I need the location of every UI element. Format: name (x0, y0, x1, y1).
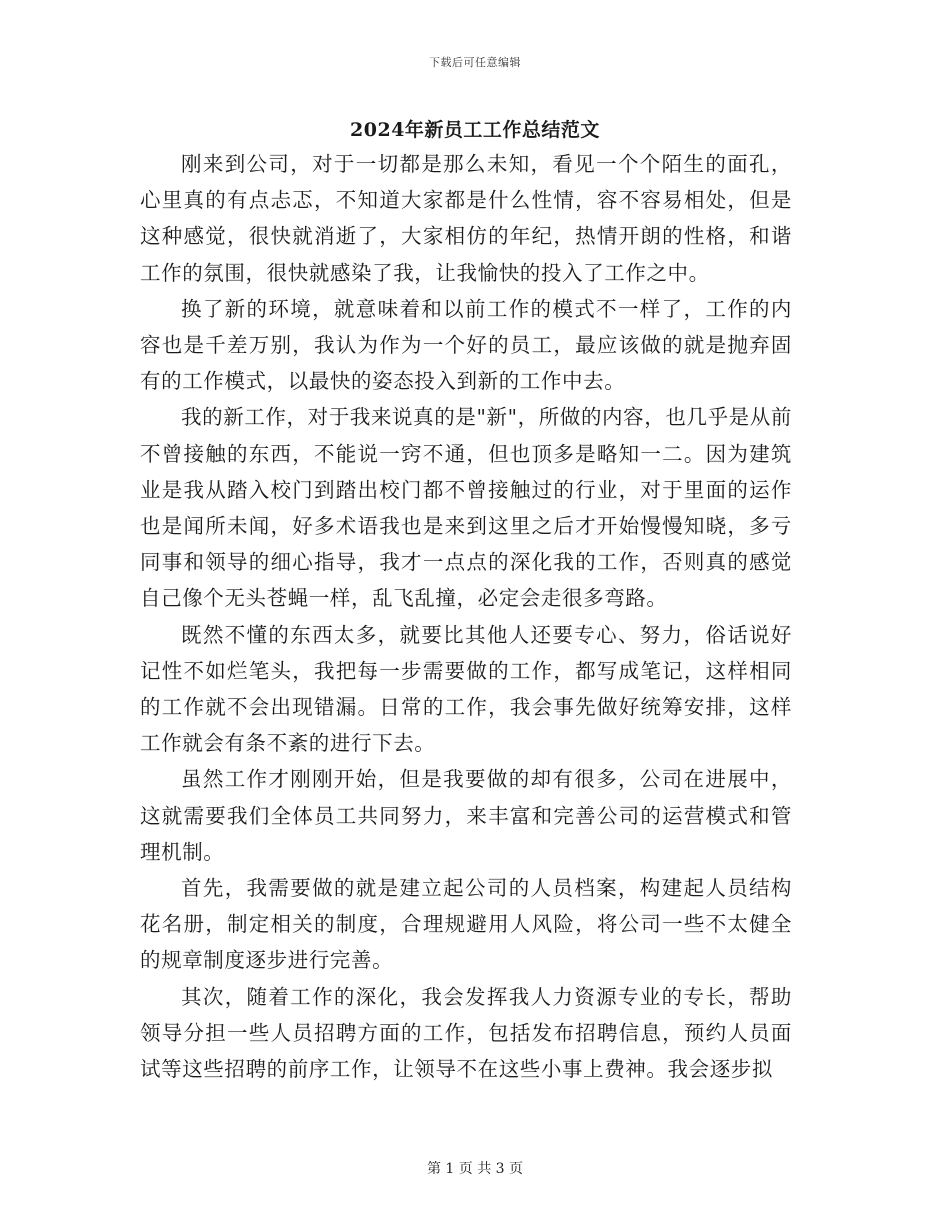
paragraph-1: 刚来到公司，对于一切都是那么未知，看见一个个陌生的面孔，心里真的有点忐忑，不知道大家都是什么性情，容不容易相处，但是这种感觉，很快就消逝了，大家相仿的年纪，热情开朗的性格，和谐工作的氛围，很快就感染了我，让我愉快的投入了工作之中。 (140, 152, 792, 285)
document-title: 2024年新员工工作总结范文 (350, 119, 600, 141)
paragraph-7: 其次，随着工作的深化，我会发挥我人力资源专业的专长，帮助领导分担一些人员招聘方面的工作，包括发布招聘信息，预约人员面试等这些招聘的前序工作，让领导不在这些小事上费神。我会逐步拟 (140, 984, 792, 1082)
paragraph-5: 虽然工作才刚刚开始，但是我要做的却有很多，公司在进展中，这就需要我们全体员工共同努力，来丰富和完善公司的运营模式和管理机制。 (140, 767, 792, 864)
paragraph-4: 既然不懂的东西太多，就要比其他人还要专心、努力，俗话说好记性不如烂笔头，我把每一步需要做的工作，都写成笔记，这样相同的工作就不会出现错漏。日常的工作，我会事先做好统筹安排，这样工作就会有条不紊的进行下去。 (140, 622, 792, 756)
paragraph-3: 我的新工作，对于我来说真的是"新"，所做的内容，也几乎是从前不曾接触的东西，不能说一窍不通，但也顶多是略知一二。因为建筑业是我从踏入校门到踏出校门都不曾接触过的行业，对于里面的运作也是闻所未闻，好多术语我也是来到这里之后才开始慢慢知晓，多亏同事和领导的细心指导，我才一点点的深化我的工作，否则真的感觉自己像个无头苍蝇一样，乱飞乱撞，必定会走很多弯路。 (140, 405, 792, 611)
paragraph-6: 首先，我需要做的就是建立起公司的人员档案，构建起人员结构花名册，制定相关的制度，合理规避用人风险，将公司一些不太健全的规章制度逐步进行完善。 (140, 876, 792, 973)
paragraph-2: 换了新的环境，就意味着和以前工作的模式不一样了，工作的内容也是千差万别，我认为作为一个好的员工，最应该做的就是抛弃固有的工作模式，以最快的姿态投入到新的工作中去。 (140, 296, 792, 394)
page-number-footer: 第 1 页 共 3 页 (426, 1161, 524, 1177)
document-body (140, 146, 792, 1087)
page-header-note: 下载后可任意编辑 (429, 56, 521, 69)
